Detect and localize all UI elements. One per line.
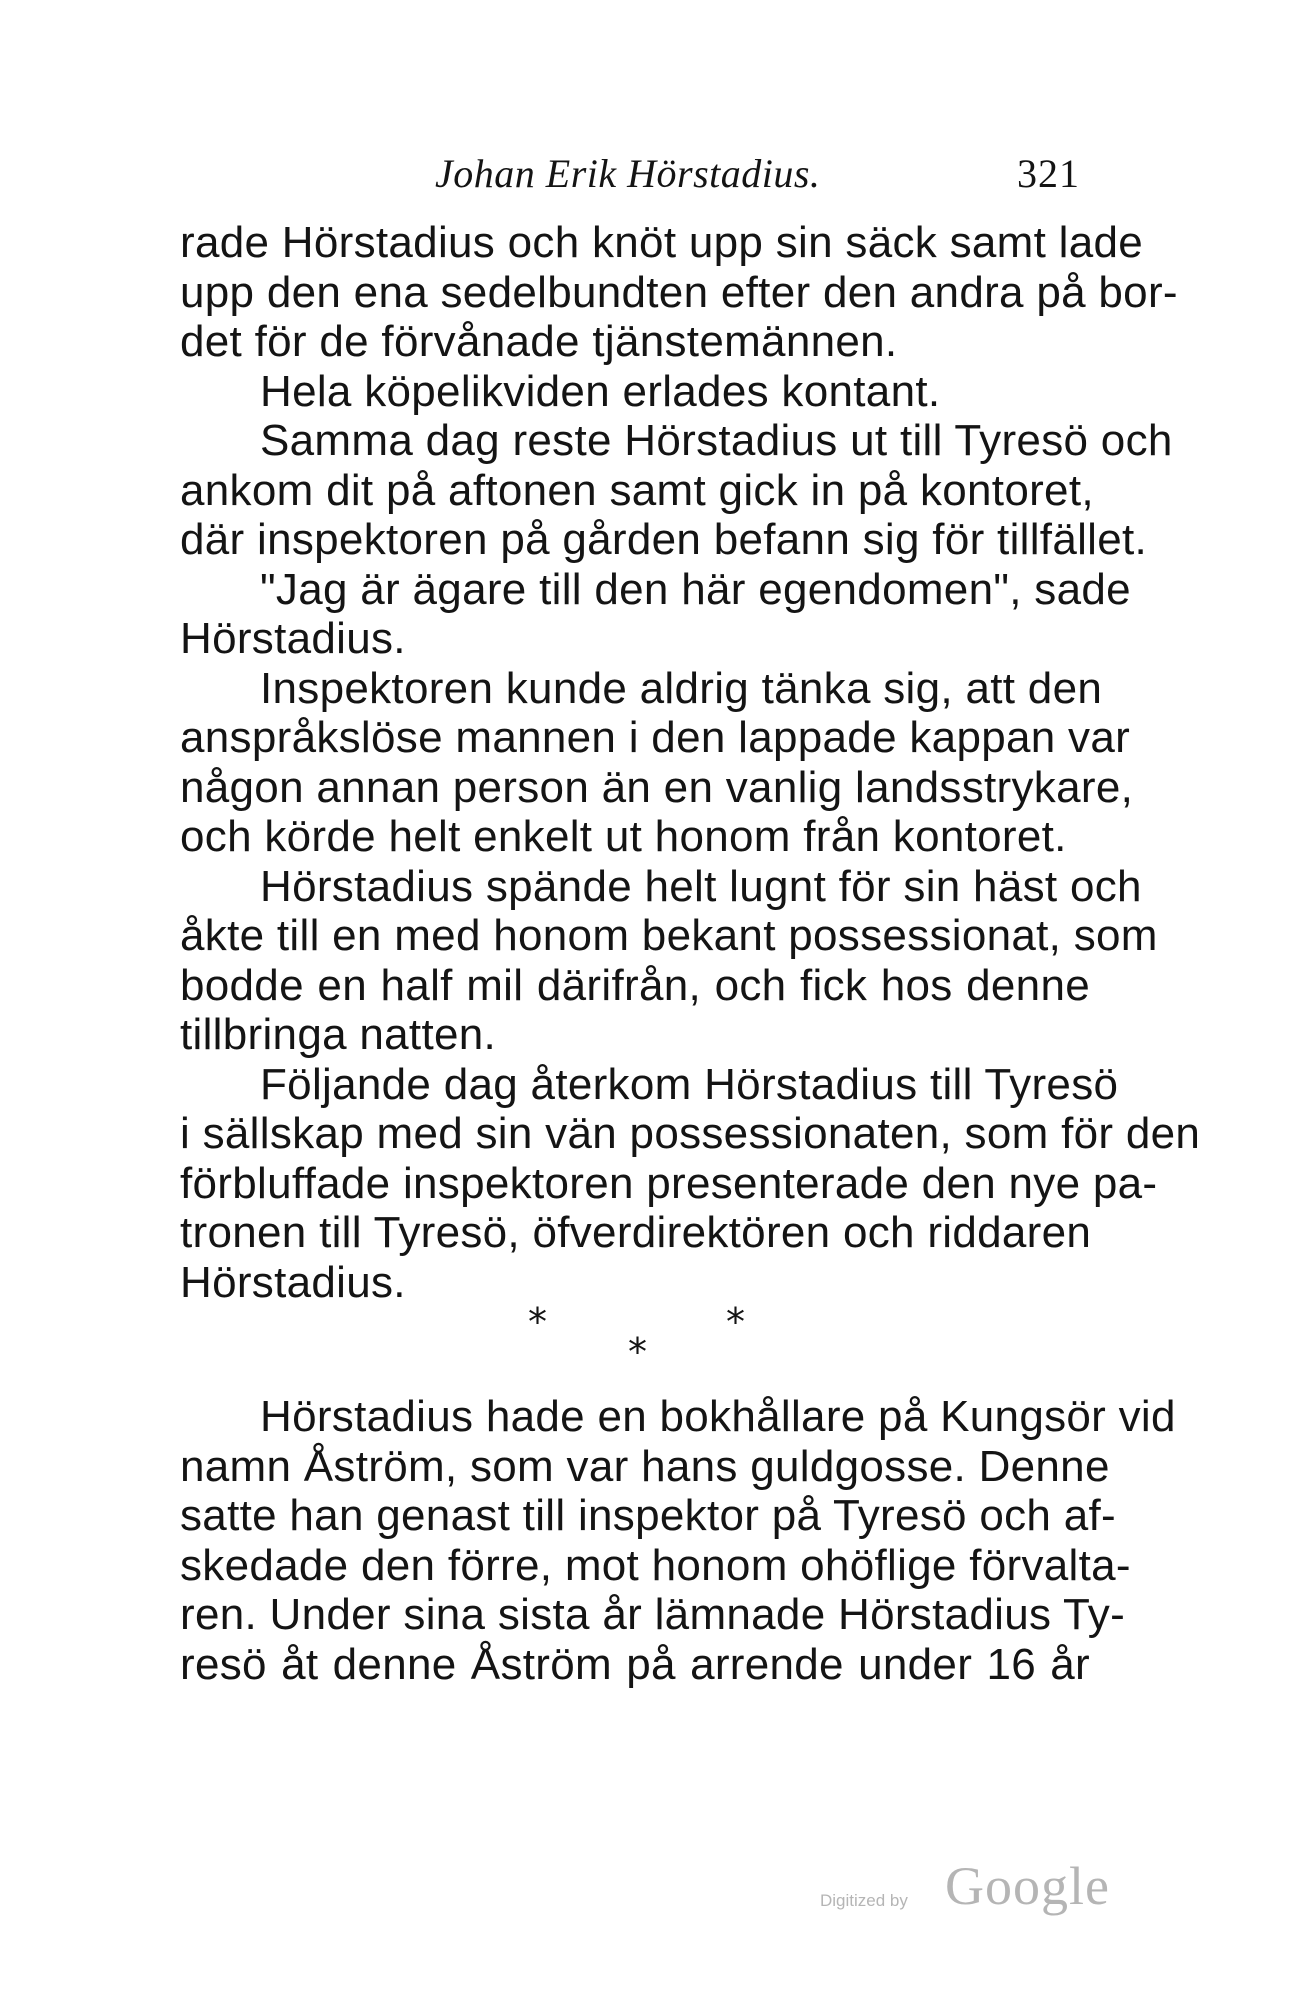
paragraph-1 <box>180 218 1178 367</box>
text-line: satte han genast till inspektor på Tyresö och af- <box>180 1491 1116 1540</box>
text-line: Hörstadius hade en bokhållare på Kungsör vid <box>260 1392 1176 1441</box>
text-line: förbluffade inspektoren presenterade den nye pa- <box>180 1158 1158 1208</box>
text-line: åkte till en med honom bekant possessionat, som <box>180 911 1158 960</box>
text-line: Samma dag reste Hörstadius ut till Tyresö och <box>260 416 1173 465</box>
text-line: rade Hörstadius och knöt upp sin säck samt lade <box>180 218 1144 267</box>
text-line: bodde en half mil därifrån, och fick hos denne <box>180 960 1090 1010</box>
text-line: skedade den förre, mot honom ohöflige förvalta- <box>180 1540 1131 1590</box>
paragraph-7 <box>180 1059 1201 1308</box>
text-line: namn Åström, som var hans guldgosse. Denne <box>180 1441 1110 1491</box>
text-line: tronen till Tyresö, öfverdirektören och riddaren <box>180 1208 1092 1257</box>
text-line: upp den ena sedelbundten efter den andra på bor- <box>180 267 1178 317</box>
asterisk: * <box>628 1330 647 1374</box>
text-line: Följande dag återkom Hörstadius till Tyresö <box>260 1059 1119 1109</box>
page-number: 321 <box>1017 151 1080 196</box>
section-separator <box>0 1300 1300 1380</box>
text-line: resö åt denne Åström på arrende under 16 år <box>180 1639 1090 1689</box>
text-line: och körde helt enkelt ut honom från kontoret. <box>180 812 1067 861</box>
paragraph-3 <box>180 416 1173 565</box>
body-text <box>180 218 1201 1307</box>
paragraph-5 <box>180 663 1134 862</box>
asterisk: * <box>528 1300 547 1344</box>
text-line: där inspektoren på gården befann sig för tillfället. <box>180 515 1148 564</box>
paragraph-2 <box>180 367 1090 417</box>
text-line: "Jag är ägare till den här egendomen", sade <box>260 564 1131 614</box>
text-line: i sällskap med sin vän possessionaten, som för den <box>180 1109 1201 1158</box>
text-line: det för de förvånade tjänstemännen. <box>180 317 898 366</box>
paragraph-4 <box>180 564 1131 664</box>
text-line: tillbringa natten. <box>180 1010 497 1059</box>
body-text-continued <box>180 1392 1176 1689</box>
digitized-by-google-watermark <box>820 1855 1120 1925</box>
google-logo-text: Google <box>945 1856 1110 1916</box>
running-title: Johan Erik Hörstadius. <box>435 151 821 196</box>
text-line: Hela köpelikviden erlades kontant. <box>260 366 941 416</box>
text-line: Inspektoren kunde aldrig tänka sig, att den <box>260 663 1103 713</box>
text-line: Hörstadius spände helt lugnt för sin häst och <box>260 861 1142 911</box>
asterisk: * <box>726 1300 745 1344</box>
text-line: anspråkslöse mannen i den lappade kappan var <box>180 713 1131 762</box>
text-line: Hörstadius. <box>180 1257 406 1307</box>
paragraph-8 <box>180 1392 1176 1689</box>
text-line: ren. Under sina sista år lämnade Hörstadius Ty- <box>180 1590 1126 1639</box>
paragraph-6 <box>180 861 1158 1060</box>
watermark-small-text: Digitized by <box>820 1891 908 1910</box>
running-head <box>180 150 1080 210</box>
text-line: ankom dit på aftonen samt gick in på kontoret, <box>180 465 1094 515</box>
text-line: Hörstadius. <box>180 614 406 663</box>
text-line: någon annan person än en vanlig landsstrykare, <box>180 762 1134 812</box>
